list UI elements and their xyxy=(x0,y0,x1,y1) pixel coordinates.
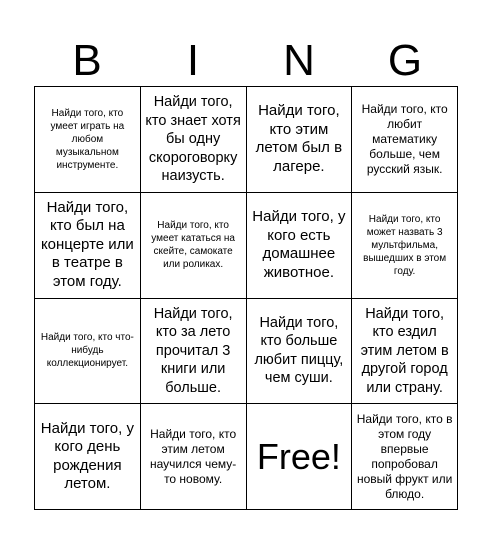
bingo-cell-1-2[interactable] xyxy=(141,87,247,193)
bingo-cell-text: Найди того, кто что-нибудь коллекционирует. xyxy=(40,332,134,370)
bingo-cell-3-4[interactable] xyxy=(352,299,458,405)
bingo-cell-4-1[interactable] xyxy=(35,404,141,510)
bingo-cell-text: Найди того, кто может назвать 3 мультфильма, вышедших в этом году. xyxy=(363,213,447,277)
header-letter-n: N xyxy=(283,36,315,85)
header-letter-b: B xyxy=(72,36,102,85)
bingo-cell-text: Найди того, кто любит математику больше, чем русский язык. xyxy=(361,101,448,176)
free-space-label: Free! xyxy=(256,435,341,477)
bingo-cell-text: Найди того, кто знает хотя бы одну скороговорку наизусть. xyxy=(145,94,241,185)
bingo-cell-1-3[interactable] xyxy=(247,87,353,193)
header-letter-g: G xyxy=(387,36,423,85)
bingo-cell-text: Найди того, кто больше любит пиццу, чем суши. xyxy=(254,314,344,387)
bingo-cell-3-1[interactable] xyxy=(35,299,141,405)
bingo-cell-text: Найди того, кто в этом году впервые попробовал новый фрукт или блюдо. xyxy=(356,411,453,501)
bingo-cell-text: Найди того, кто умеет играть на любом музыкальном инструменте. xyxy=(50,107,125,171)
bingo-cell-1-4[interactable] xyxy=(352,87,458,193)
bingo-cell-2-3[interactable] xyxy=(247,193,353,299)
bingo-cell-2-2[interactable] xyxy=(141,193,247,299)
bingo-cell-text: Найди того, кто этим летом научился чему-то новому. xyxy=(149,426,237,486)
bingo-grid xyxy=(34,86,458,510)
bingo-cell-4-4[interactable] xyxy=(352,404,458,510)
bingo-cell-free[interactable] xyxy=(247,404,353,510)
bingo-cell-text: Найди того, кто был на концерте или в театре в этом году. xyxy=(40,198,134,290)
bingo-cell-text: Найди того, у кого день рождения летом. xyxy=(40,419,134,493)
bingo-cell-3-3[interactable] xyxy=(247,299,353,405)
bingo-cell-text: Найди того, кто умеет кататься на скейте, самокате или роликах. xyxy=(151,220,235,271)
bingo-cell-4-2[interactable] xyxy=(141,404,247,510)
bingo-cell-2-1[interactable] xyxy=(35,193,141,299)
bingo-cell-text: Найди того, кто этим летом был в лагере. xyxy=(255,102,343,175)
bingo-cell-text: Найди того, у кого есть домашнее животное. xyxy=(252,208,346,281)
bingo-cell-text: Найди того, кто за лето прочитал 3 книги или больше. xyxy=(153,305,233,396)
bingo-cell-1-1[interactable] xyxy=(35,87,141,193)
bingo-cell-text: Найди того, кто ездил этим летом в другой город или страну. xyxy=(360,305,449,396)
bingo-cell-3-2[interactable] xyxy=(141,299,247,405)
bingo-header xyxy=(34,36,458,86)
bingo-cell-2-4[interactable] xyxy=(352,193,458,299)
header-letter-i: I xyxy=(186,36,200,85)
